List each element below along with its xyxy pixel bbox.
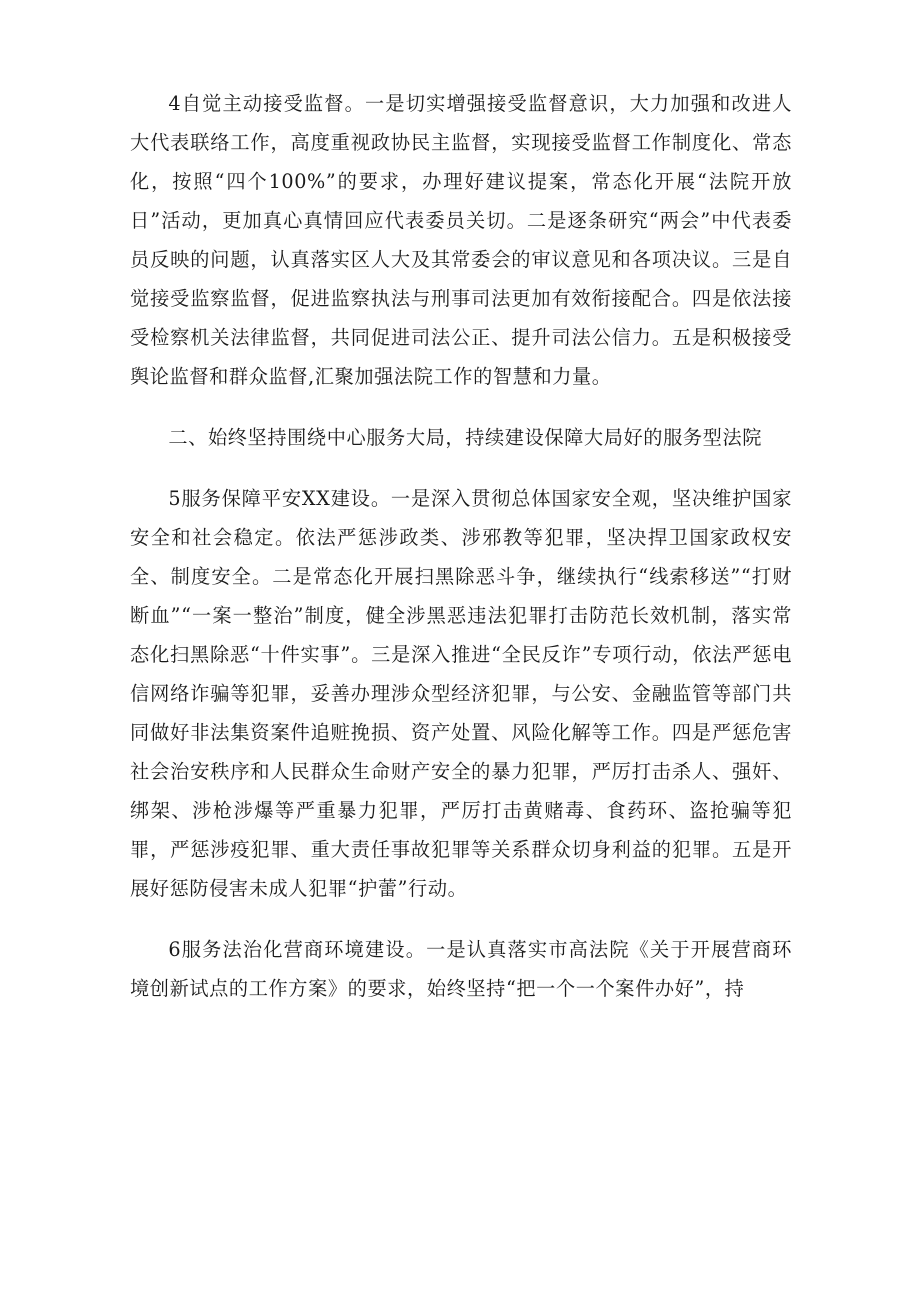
paragraph-item-6: 6服务法治化营商环境建设。一是认真落实市高法院《关于开展营商环境创新试点的工作方案》的要求，始终坚持“把一个一个案件办好”，持 bbox=[130, 938, 792, 1000]
section-heading-2: 二、始终坚持围绕中心服务大局，持续建设保障大局好的服务型法院 bbox=[168, 426, 763, 449]
paragraph-item-5: 5服务保障平安XX建设。一是深入贯彻总体国家安全观，坚决维护国家安全和社会稳定。依法严惩涉政类、涉邪教等犯罪，坚决捍卫国家政权安全、制度安全。二是常态化开展扫黑除恶斗争，继续执行“线索移送”“打财断血”“一案一整治”制度，健全涉黑恶违法犯罪打击防范长效机制，落实常态化扫黑除恶“十件实事”。三是深入推进“全民反诈”专项行动，依法严惩电信网络诈骗等犯罪，妥善办理涉众型经济犯罪，与公安、金融监管等部门共同做好非法集资案件追赃挽损、资产处置、风险化解等工作。四是严惩危害社会治安秩序和人民群众生命财产安全的暴力犯罪，严厉打击杀人、强奸、绑架、涉枪涉爆等严重暴力犯罪，严厉打击黄赌毒、食药环、盗抢骗等犯罪，严惩涉疫犯罪、重大责任事故犯罪等关系群众切身利益的犯罪。五是开展好惩防侵害未成人犯罪“护蕾”行动。 bbox=[130, 487, 792, 900]
paragraph-item-4: 4自觉主动接受监督。一是切实增强接受监督意识，大力加强和改进人大代表联络工作，高度重视政协民主监督，实现接受监督工作制度化、常态化，按照“四个100%”的要求，办理好建议提案，常态化开展“法院开放日”活动，更加真心真情回应代表委员关切。二是逐条研究“两会”中代表委员反映的问题，认真落实区人大及其常委会的审议意见和各项决议。三是自觉接受监察监督，促进监察执法与刑事司法更加有效衔接配合。四是依法接受检察机关法律监督，共同促进司法公正、提升司法公信力。五是积极接受舆论监督和群众监督,汇聚加强法院工作的智慧和力量。 bbox=[130, 92, 792, 388]
